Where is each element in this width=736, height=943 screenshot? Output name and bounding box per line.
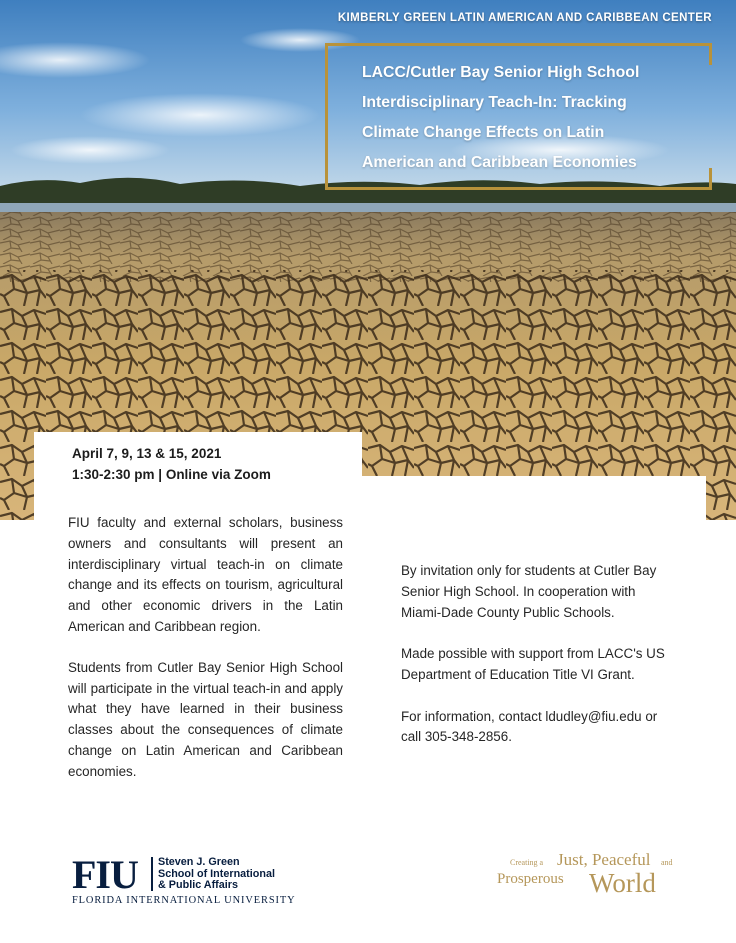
tagline xyxy=(497,848,687,902)
description-column xyxy=(68,513,343,803)
right-panel xyxy=(362,476,706,536)
school-line: & Public Affairs xyxy=(158,879,238,891)
title-line: American and Caribbean Economies xyxy=(362,154,637,171)
contact-paragraph: For information, contact ldudley@fiu.edu or call 305-348-2856. xyxy=(401,708,658,745)
center-name: KIMBERLY GREEN LATIN AMERICAN AND CARIBBEAN CENTER xyxy=(337,12,712,24)
event-dates: April 7, 9, 13 & 15, 2021 xyxy=(72,446,222,461)
event-time-location: 1:30-2:30 pm | Online via Zoom xyxy=(72,467,271,482)
tagline-world: World xyxy=(589,868,656,898)
tagline-just-peaceful: Just, Peaceful xyxy=(557,850,651,869)
details-column xyxy=(401,561,677,769)
tagline-and: and xyxy=(661,858,673,867)
title-line: Climate Change Effects on Latin xyxy=(362,124,605,141)
logo-divider xyxy=(151,857,153,891)
school-name xyxy=(158,857,275,892)
event-title xyxy=(362,58,702,178)
fiu-letters: FIU xyxy=(72,852,138,897)
fiu-logo xyxy=(72,852,296,907)
school-line: Steven J. Green xyxy=(158,856,240,868)
title-line: Interdisciplinary Teach-In: Tracking xyxy=(362,94,627,111)
title-line: LACC/Cutler Bay Senior High School xyxy=(362,64,640,81)
paragraph: FIU faculty and external scholars, business owners and consultants will present an interdisciplinary virtual teach-in on climate change and its effects on tourism, agricultural and other economic drivers in the Latin American and Caribbean region. xyxy=(68,515,343,634)
tagline-creating: Creating a xyxy=(510,858,544,867)
paragraph: Students from Cutler Bay Senior High School will participate in the virtual teach-in and apply what they have learned in their business classes about the consequences of climate change on Latin American and Caribbean economies. xyxy=(68,659,343,779)
paragraph: Made possible with support from LACC's US Department of Education Title VI Grant. xyxy=(401,646,665,682)
university-name: FLORIDA INTERNATIONAL UNIVERSITY xyxy=(72,895,296,906)
paragraph: By invitation only for students at Cutler Bay Senior High School. In cooperation with Miami-Dade County Public Schools. xyxy=(401,563,657,620)
tagline-prosperous: Prosperous xyxy=(497,871,564,887)
school-line: School of International xyxy=(158,867,275,880)
